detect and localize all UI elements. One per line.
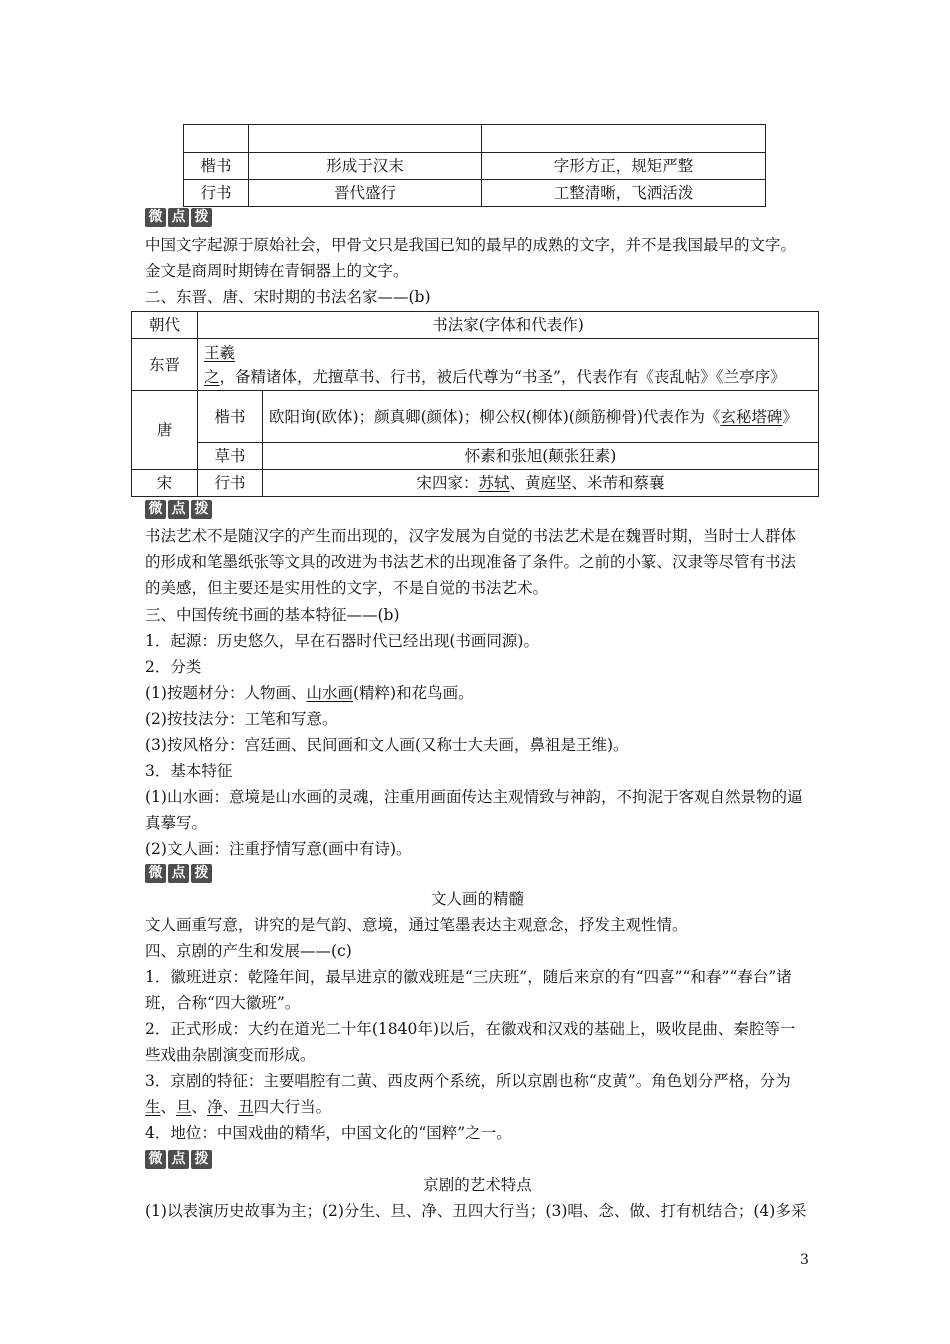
paragraph: (3)按风格分：宫廷画、民间画和文人画(又称士大夫画，鼻祖是王维)。 [145, 736, 629, 754]
table-cell: 行书 [184, 180, 249, 207]
tip-char: 拨 [191, 500, 212, 519]
table-cell: 草书 [198, 443, 263, 470]
paragraph: 1．起源：历史悠久，早在石器时代已经出现(书画同源)。 [145, 632, 539, 650]
cell-text: 宋四家： [416, 474, 479, 492]
text: (1)按题材分：人物画、 [145, 684, 307, 702]
underlined-text: 净 [207, 1098, 223, 1116]
table-cell: 楷书 [184, 153, 249, 180]
table-cell [263, 391, 819, 443]
section-heading: 三、中国传统书画的基本特征——(b) [145, 606, 400, 624]
underlined-text: 丑 [238, 1098, 254, 1116]
text: 、 [191, 1098, 208, 1116]
underlined-text: 山水画 [306, 684, 353, 702]
cell-text: ，备精诸体，尤擅草书、行书，被后代尊为“书圣”，代表作有《丧乱帖》《兰亭序》 [219, 367, 786, 386]
text: 四大行当。 [253, 1098, 332, 1116]
table-row [132, 339, 819, 391]
table-cell: 晋代盛行 [249, 180, 482, 207]
table-header: 朝代 [132, 312, 198, 339]
tip-char: 微 [145, 208, 166, 227]
table-row [132, 391, 819, 443]
paragraph: 3．基本特征 [145, 762, 233, 780]
paragraph: 1．徽班进京：乾隆年间，最早进京的徽戏班是“三庆班”，随后来京的有“四喜”“和春”“春台”诸班，合称“四大徽班”。 [145, 968, 792, 1012]
tip-char: 拨 [191, 864, 212, 883]
table-cell [482, 125, 766, 153]
tip-char: 微 [145, 500, 166, 519]
paragraph: 2．正式形成：大约在道光二十年(1840年)以后，在徽戏和汉戏的基础上，吸收昆曲、秦腔等一些戏曲杂剧演变而形成。 [145, 1020, 796, 1064]
tip-char: 点 [168, 1150, 189, 1169]
table-cell: 楷书 [198, 391, 263, 443]
cell-text: 欧阳询(欧体)；颜真卿(颜体)；柳公权(柳体)(颜筋柳骨)代表作为《 [269, 407, 721, 426]
tip-text: (1)以表演历史故事为主；(2)分生、旦、净、丑四大行当；(3)唱、念、做、打有机结合；(4)多采 [145, 1202, 807, 1220]
text: 、 [222, 1098, 239, 1116]
paragraph: 4．地位：中国戏曲的精华，中国文化的“国粹”之一。 [145, 1124, 512, 1142]
tip-char: 点 [168, 500, 189, 519]
tip-char: 微 [145, 1150, 166, 1169]
table-cell [198, 339, 819, 391]
tip-char: 点 [168, 864, 189, 883]
table-cell [263, 470, 819, 497]
tip-text: 文人画重写意，讲究的是气韵、意境，通过笔墨表达主观意念，抒发主观性情。 [145, 916, 688, 934]
underlined-name: 苏轼 [478, 474, 510, 492]
tip-title: 文人画的精髓 [430, 890, 524, 908]
paragraph: 2．分类 [145, 658, 202, 676]
tip-badge [145, 500, 212, 519]
tip-badge [145, 208, 212, 227]
underlined-text: 旦 [176, 1098, 192, 1116]
text: 3．京剧的特征：主要唱腔有二黄、西皮两个系统，所以京剧也称“皮黄”。角色划分严格，分为 [145, 1072, 791, 1090]
table-row [132, 443, 819, 470]
table-calligraphers [131, 311, 819, 497]
table-row [184, 125, 766, 153]
underlined-name: 玄秘塔碑 [720, 407, 783, 426]
table-cell: 怀素和张旭(颠张狂素) [263, 443, 819, 470]
text: 、 [160, 1098, 177, 1116]
tip-title: 京剧的艺术特点 [423, 1176, 532, 1194]
text: (精粹)和花鸟画。 [352, 684, 474, 702]
paragraph [145, 680, 474, 706]
page-number: 3 [800, 1252, 809, 1268]
paragraph: (2)按技法分：工笔和写意。 [145, 710, 338, 728]
tip-text: 书法艺术不是随汉字的产生而出现的，汉字发展为自觉的书法艺术是在魏晋时期，当时士人群体的形成和笔墨纸张等文具的改进为书法艺术的出现准备了条件。之前的小篆、汉隶等尽管有书法的美感，但主要还是实用性的文字，不是自觉的书法艺术。 [145, 527, 797, 597]
table-cell: 东晋 [132, 339, 198, 391]
table-row [132, 312, 819, 339]
table-cell [184, 125, 249, 153]
table-row [184, 153, 766, 180]
section-heading: 二、东晋、唐、宋时期的书法名家——(b) [145, 288, 431, 306]
table-cell: 工整清晰，飞洒活泼 [482, 180, 766, 207]
table-cell: 唐 [132, 391, 198, 470]
underlined-name: 王羲之 [204, 343, 236, 386]
paragraph [145, 1068, 810, 1120]
paragraph: (2)文人画：注重抒情写意(画中有诗)。 [145, 840, 412, 858]
section-heading: 四、京剧的产生和发展——(c) [145, 942, 352, 960]
tip-char: 微 [145, 864, 166, 883]
tip-char: 点 [168, 208, 189, 227]
table-cell: 形成于汉末 [249, 153, 482, 180]
tip-char: 拨 [191, 1150, 212, 1169]
table-cell [249, 125, 482, 153]
tip-badge [145, 864, 212, 883]
table-cell: 宋 [132, 470, 198, 497]
table-scripts [183, 124, 766, 207]
tip-char: 拨 [191, 208, 212, 227]
table-header: 书法家(字体和代表作) [198, 312, 819, 339]
table-cell: 字形方正，规矩严整 [482, 153, 766, 180]
underlined-text: 生 [145, 1098, 161, 1116]
table-row [132, 470, 819, 497]
table-cell: 行书 [198, 470, 263, 497]
paragraph: (1)山水画：意境是山水画的灵魂，注重用画面传达主观情致与神韵，不拘泥于客观自然景物的逼真摹写。 [145, 788, 803, 832]
tip-text: 中国文字起源于原始社会，甲骨文只是我国已知的最早的成熟的文字，并不是我国最早的文字。金文是商周时期铸在青铜器上的文字。 [145, 236, 797, 280]
cell-text: 、黄庭坚、米芾和蔡襄 [509, 474, 665, 492]
cell-text: 》 [782, 407, 798, 426]
tip-badge [145, 1150, 212, 1169]
table-row [184, 180, 766, 207]
